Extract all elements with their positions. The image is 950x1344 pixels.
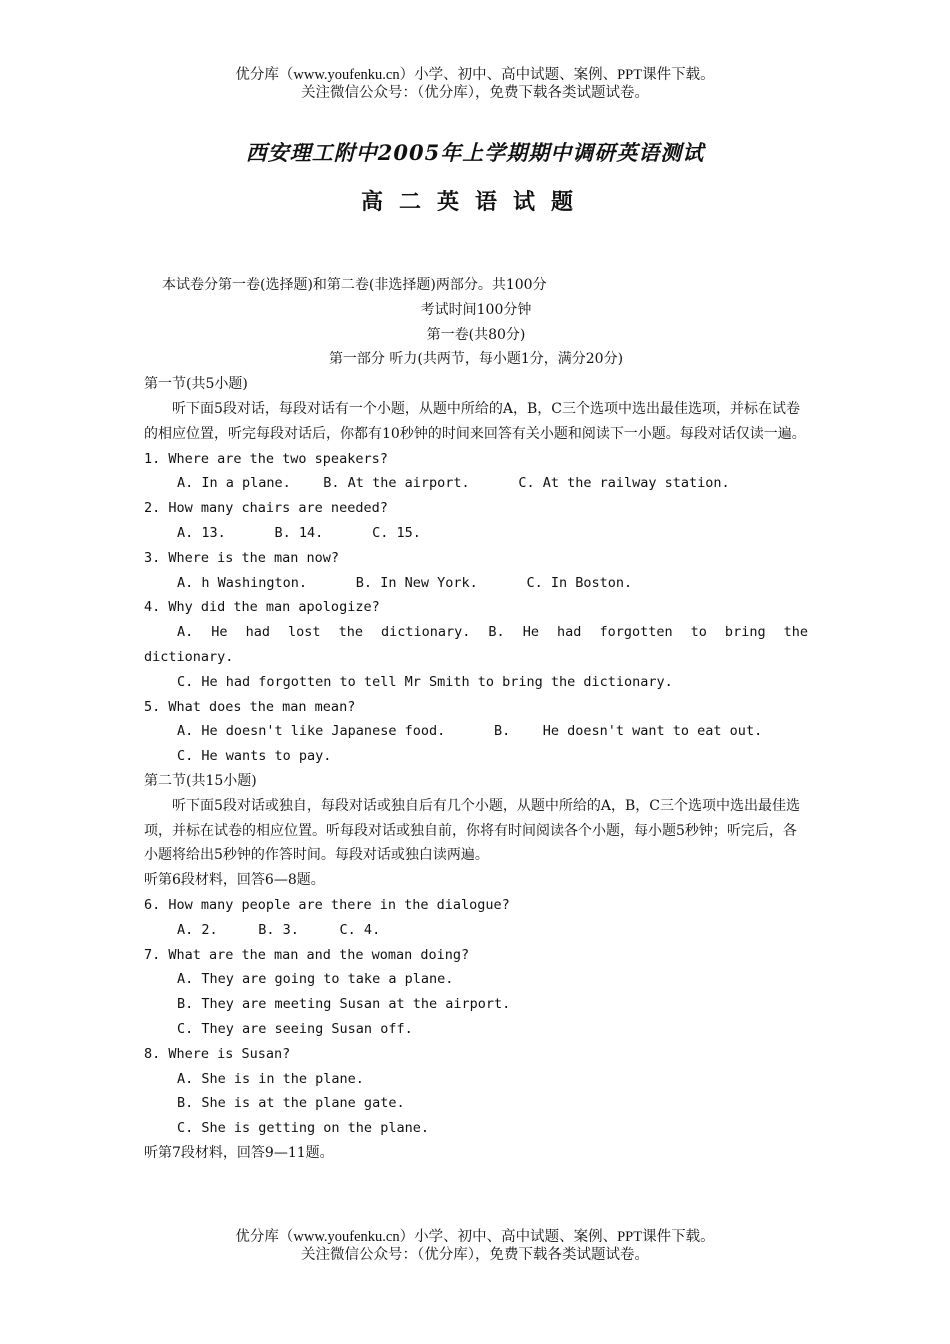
- question-8-option-a: A. She is in the plane.: [177, 1070, 364, 1087]
- question-2-options: A. 13. B. 14. C. 15.: [177, 524, 421, 541]
- question-4-options-ab-cont: dictionary.: [144, 648, 234, 665]
- header-line-2: 关注微信公众号：（优分库），免费下载各类试题试卷。: [301, 85, 649, 101]
- question-2: 2. How many chairs are needed?: [144, 500, 388, 517]
- page-footer: [0, 1228, 950, 1264]
- question-8-option-b: B. She is at the plane gate.: [177, 1095, 405, 1112]
- question-5-options-ab: A. He doesn't like Japanese food. B. He doesn't want to eat out.: [177, 723, 763, 740]
- question-4-option-c: C. He had forgotten to tell Mr Smith to bring the dictionary.: [177, 673, 673, 690]
- exam-body: [144, 273, 808, 1166]
- section1-instructions: 听下面5段对话，每段对话有一个小题，从题中所给的A，B，C三个选项中选出最佳选项，并标在试卷的相应位置，听完每段对话后，你都有10秒钟的时间来回答有关小题和阅读下一小题。每段对话仅读一遍。: [144, 400, 806, 442]
- intro-volume: 第一卷(共80分): [426, 326, 526, 343]
- question-3: 3. Where is the man now?: [144, 549, 340, 566]
- question-8-option-c: C. She is getting on the plane.: [177, 1120, 429, 1137]
- intro-time: 考试时间100分钟: [420, 301, 532, 318]
- footer-line-2: 关注微信公众号：（优分库），免费下载各类试题试卷。: [301, 1247, 649, 1263]
- question-4-options-ab: A. He had lost the dictionary. B. He had forgotten to bring the: [177, 624, 808, 641]
- question-5: 5. What does the man mean?: [144, 698, 356, 715]
- question-7: 7. What are the man and the woman doing?: [144, 946, 470, 963]
- page-header: [0, 66, 950, 102]
- question-7-option-b: B. They are meeting Susan at the airport.: [177, 996, 511, 1013]
- exam-subtitle: 高二英语试题: [360, 189, 589, 215]
- question-5-option-c: C. He wants to pay.: [177, 748, 332, 765]
- question-7-option-a: A. They are going to take a plane.: [177, 971, 454, 988]
- intro-part: 第一部分 听力(共两节，每小题1分，满分20分): [328, 351, 624, 368]
- section2-instructions: 听下面5段对话或独自，每段对话或独自后有几个小题，从题中所给的A，B，C三个选项中选出最佳选项，并标在试卷的相应位置。听每段对话或独自前，你将有时间阅读各个小题，每小题5秒钟；听完后，各小题将给出5秒钟的作答时间。每段对话或独白读两遍。: [144, 797, 801, 864]
- question-1: 1. Where are the two speakers?: [144, 450, 388, 467]
- question-7-option-c: C. They are seeing Susan off.: [177, 1020, 413, 1037]
- material-7-heading: 听第7段材料，回答9—11题。: [144, 1144, 334, 1161]
- footer-line-1: 优分库（www.youfenku.cn）小学、初中、高中试题、案例、PPT课件下载。: [235, 1229, 715, 1245]
- question-6-options: A. 2. B. 3. C. 4.: [177, 921, 381, 938]
- question-6: 6. How many people are there in the dialogue?: [144, 896, 510, 913]
- question-3-options: A. h Washington. B. In New York. C. In Boston.: [177, 574, 633, 591]
- exam-title: 西安理工附中2005年上学期期中调研英语测试: [245, 140, 705, 165]
- section2-heading: 第二节(共15小题): [144, 772, 257, 789]
- question-4: 4. Why did the man apologize?: [144, 599, 380, 616]
- question-8: 8. Where is Susan?: [144, 1045, 291, 1062]
- header-line-1: 优分库（www.youfenku.cn）小学、初中、高中试题、案例、PPT课件下载。: [235, 67, 715, 83]
- section1-heading: 第一节(共5小题): [144, 376, 248, 393]
- question-1-options: A. In a plane. B. At the airport. C. At the railway station.: [177, 475, 730, 492]
- material-6-heading: 听第6段材料，回答6—8题。: [144, 872, 325, 889]
- intro-description: 本试卷分第一卷(选择题)和第二卷(非选择题)两部分。共100分: [162, 277, 547, 293]
